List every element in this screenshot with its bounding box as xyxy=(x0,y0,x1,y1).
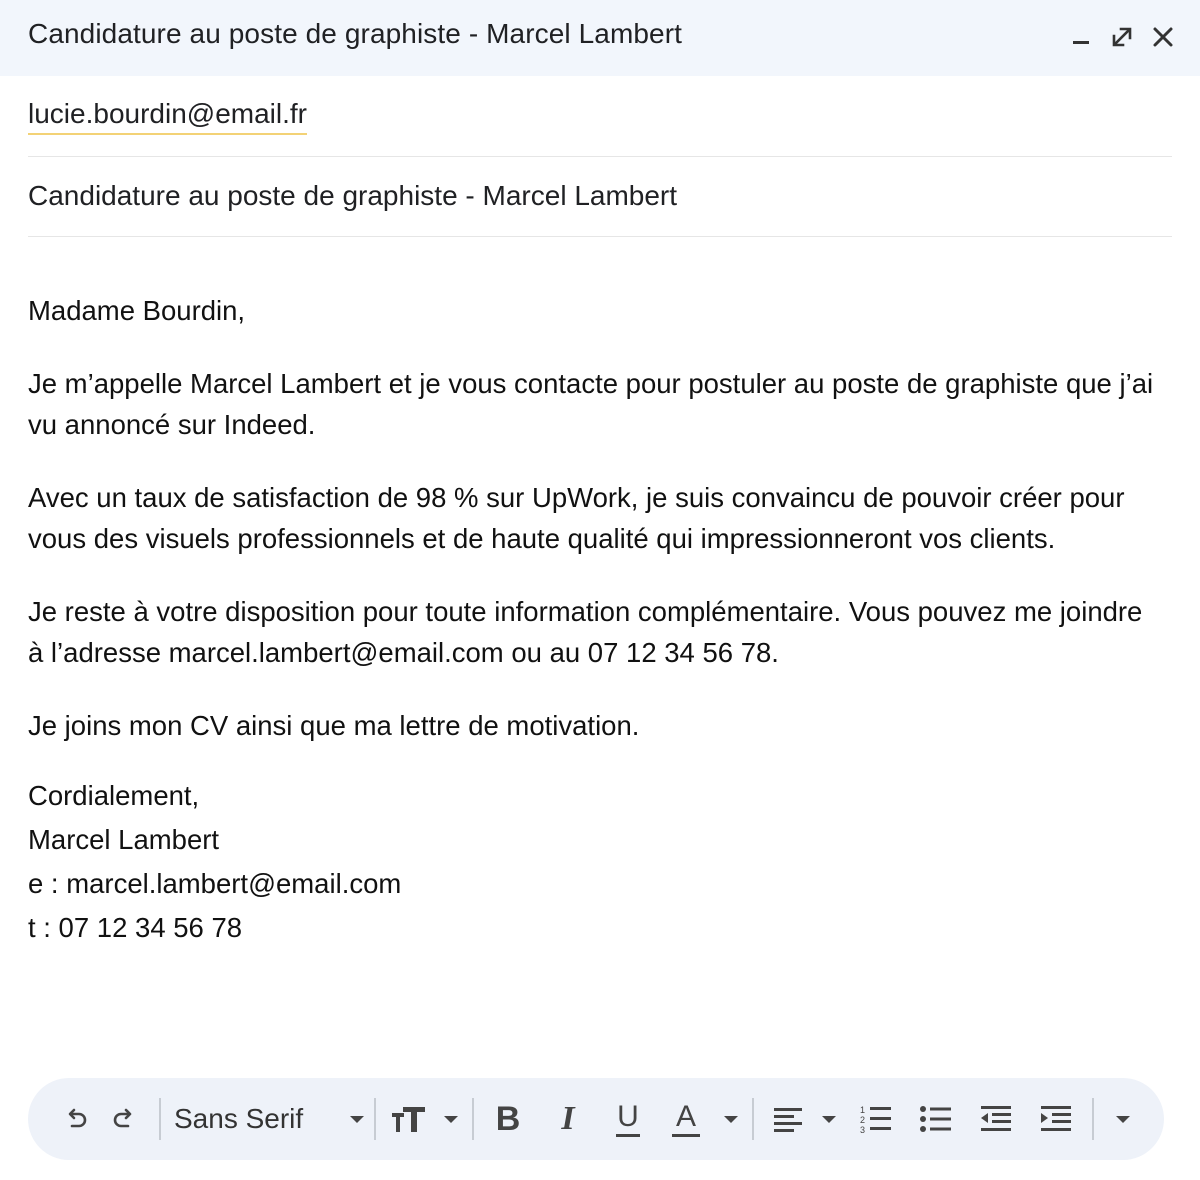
body-paragraph: Je m’appelle Marcel Lambert et je vous contacte pour postuler au poste de graphiste que j’ai vu annoncé sur Indeed. xyxy=(28,368,1154,440)
italic-icon[interactable]: I xyxy=(561,1100,575,1137)
numbered-list-icon[interactable] xyxy=(856,1095,896,1143)
text-size-icon[interactable] xyxy=(390,1095,458,1143)
text-color-icon[interactable]: A xyxy=(672,1095,738,1143)
chevron-down-icon xyxy=(350,1116,364,1123)
recipient-chip[interactable]: lucie.bourdin@email.fr xyxy=(28,98,307,135)
more-formatting-icon[interactable] xyxy=(1108,1095,1138,1143)
svg-text:3: 3 xyxy=(860,1125,866,1135)
signature-phone: t : 07 12 34 56 78 xyxy=(28,912,243,943)
font-family-label: Sans Serif xyxy=(174,1103,304,1134)
signature-closing: Cordialement, xyxy=(28,780,200,811)
compose-title: Candidature au poste de graphiste - Marcel Lambert xyxy=(28,18,683,49)
to-field[interactable] xyxy=(28,98,1172,157)
toolbar-separator xyxy=(1092,1098,1094,1140)
redo-icon[interactable] xyxy=(106,1095,142,1143)
subject-field[interactable] xyxy=(28,158,1172,237)
align-icon[interactable] xyxy=(772,1095,836,1143)
toolbar-separator xyxy=(374,1098,376,1140)
minimize-icon[interactable] xyxy=(1064,20,1098,54)
bulleted-list-icon[interactable] xyxy=(916,1095,956,1143)
chevron-down-icon xyxy=(822,1116,836,1123)
body-paragraph: Je reste à votre disposition pour toute information complémentaire. Vous pouvez me joindre à l’adresse marcel.lambert@email.com ou au 07 12 34 56 78. xyxy=(28,596,1143,668)
signature xyxy=(28,774,1158,950)
toolbar-separator xyxy=(159,1098,161,1140)
body-paragraph: Avec un taux de satisfaction de 98 % sur UpWork, je suis convaincu de pouvoir créer pour vous des visuels professionnels et de haute qualité qui impressionneront vos clients. xyxy=(28,482,1125,554)
chevron-down-icon xyxy=(1116,1116,1130,1123)
chevron-down-icon xyxy=(724,1116,738,1123)
indent-more-icon[interactable] xyxy=(1036,1095,1076,1143)
signature-email: e : marcel.lambert@email.com xyxy=(28,868,402,899)
toolbar-separator xyxy=(752,1098,754,1140)
font-dropdown[interactable] xyxy=(174,1095,364,1143)
undo-icon[interactable] xyxy=(58,1095,94,1143)
compose-title-bar xyxy=(0,0,1200,76)
signature-name: Marcel Lambert xyxy=(28,824,220,855)
greeting: Madame Bourdin, xyxy=(28,295,246,326)
svg-text:2: 2 xyxy=(860,1115,866,1125)
chevron-down-icon xyxy=(444,1116,458,1123)
formatting-toolbar xyxy=(28,1078,1164,1160)
close-icon[interactable] xyxy=(1146,20,1180,54)
message-body[interactable] xyxy=(28,290,1158,950)
underline-icon[interactable]: U xyxy=(610,1095,646,1143)
svg-text:1: 1 xyxy=(860,1105,866,1115)
toolbar-separator xyxy=(472,1098,474,1140)
bold-icon[interactable]: B xyxy=(495,1099,521,1138)
indent-less-icon[interactable] xyxy=(976,1095,1016,1143)
expand-icon[interactable] xyxy=(1105,20,1139,54)
body-paragraph: Je joins mon CV ainsi que ma lettre de motivation. xyxy=(28,710,640,741)
subject-input[interactable]: Candidature au poste de graphiste - Marcel Lambert xyxy=(28,180,678,211)
